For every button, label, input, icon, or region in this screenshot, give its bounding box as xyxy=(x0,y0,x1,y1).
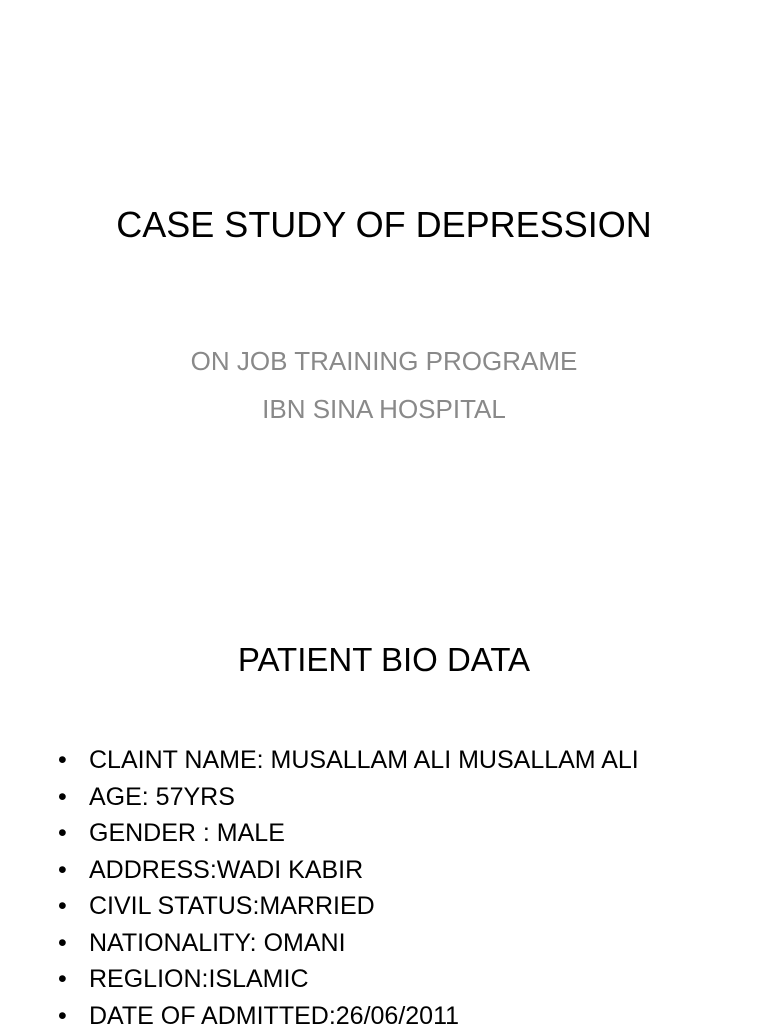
bio-data-item-text: REGLION:ISLAMIC xyxy=(89,965,309,993)
bio-data-item-text: DATE OF ADMITTED:26/06/2011 xyxy=(89,1002,459,1030)
bio-data-item-nationality xyxy=(58,925,639,962)
bio-data-item-text: NATIONALITY: OMANI xyxy=(89,929,346,957)
bio-data-item-address xyxy=(58,852,639,889)
bio-data-title: PATIENT BIO DATA xyxy=(0,639,768,681)
bullet-icon: • xyxy=(58,815,67,852)
bullet-icon: • xyxy=(58,998,67,1034)
bullet-icon: • xyxy=(58,852,67,889)
bio-data-item-text: ADDRESS:WADI KABIR xyxy=(89,856,363,884)
bullet-icon: • xyxy=(58,779,67,816)
bullet-icon: • xyxy=(58,888,67,925)
bio-data-item-religion xyxy=(58,961,639,998)
bio-data-list xyxy=(58,742,639,1034)
bullet-icon: • xyxy=(58,925,67,962)
subtitle-line-program: ON JOB TRAINING PROGRAME xyxy=(0,337,768,385)
bio-data-item-text: AGE: 57YRS xyxy=(89,783,235,811)
bio-data-item-civil-status xyxy=(58,888,639,925)
bullet-icon: • xyxy=(58,742,67,779)
bio-data-slide xyxy=(0,576,768,1024)
subtitle-line-hospital: IBN SINA HOSPITAL xyxy=(0,385,768,433)
bio-data-item-text: CIVIL STATUS:MARRIED xyxy=(89,892,375,920)
bio-data-item-gender xyxy=(58,815,639,852)
bio-data-item-client-name xyxy=(58,742,639,779)
bullet-icon: • xyxy=(58,961,67,998)
bio-data-item-age xyxy=(58,779,639,816)
bio-data-item-date-admitted xyxy=(58,998,639,1034)
bio-data-item-text: CLAINT NAME: MUSALLAM ALI MUSALLAM ALI xyxy=(89,746,639,774)
bio-data-item-text: GENDER : MALE xyxy=(89,819,285,847)
slide-title: CASE STUDY OF DEPRESSION xyxy=(0,203,768,247)
slide-subtitle xyxy=(0,337,768,433)
